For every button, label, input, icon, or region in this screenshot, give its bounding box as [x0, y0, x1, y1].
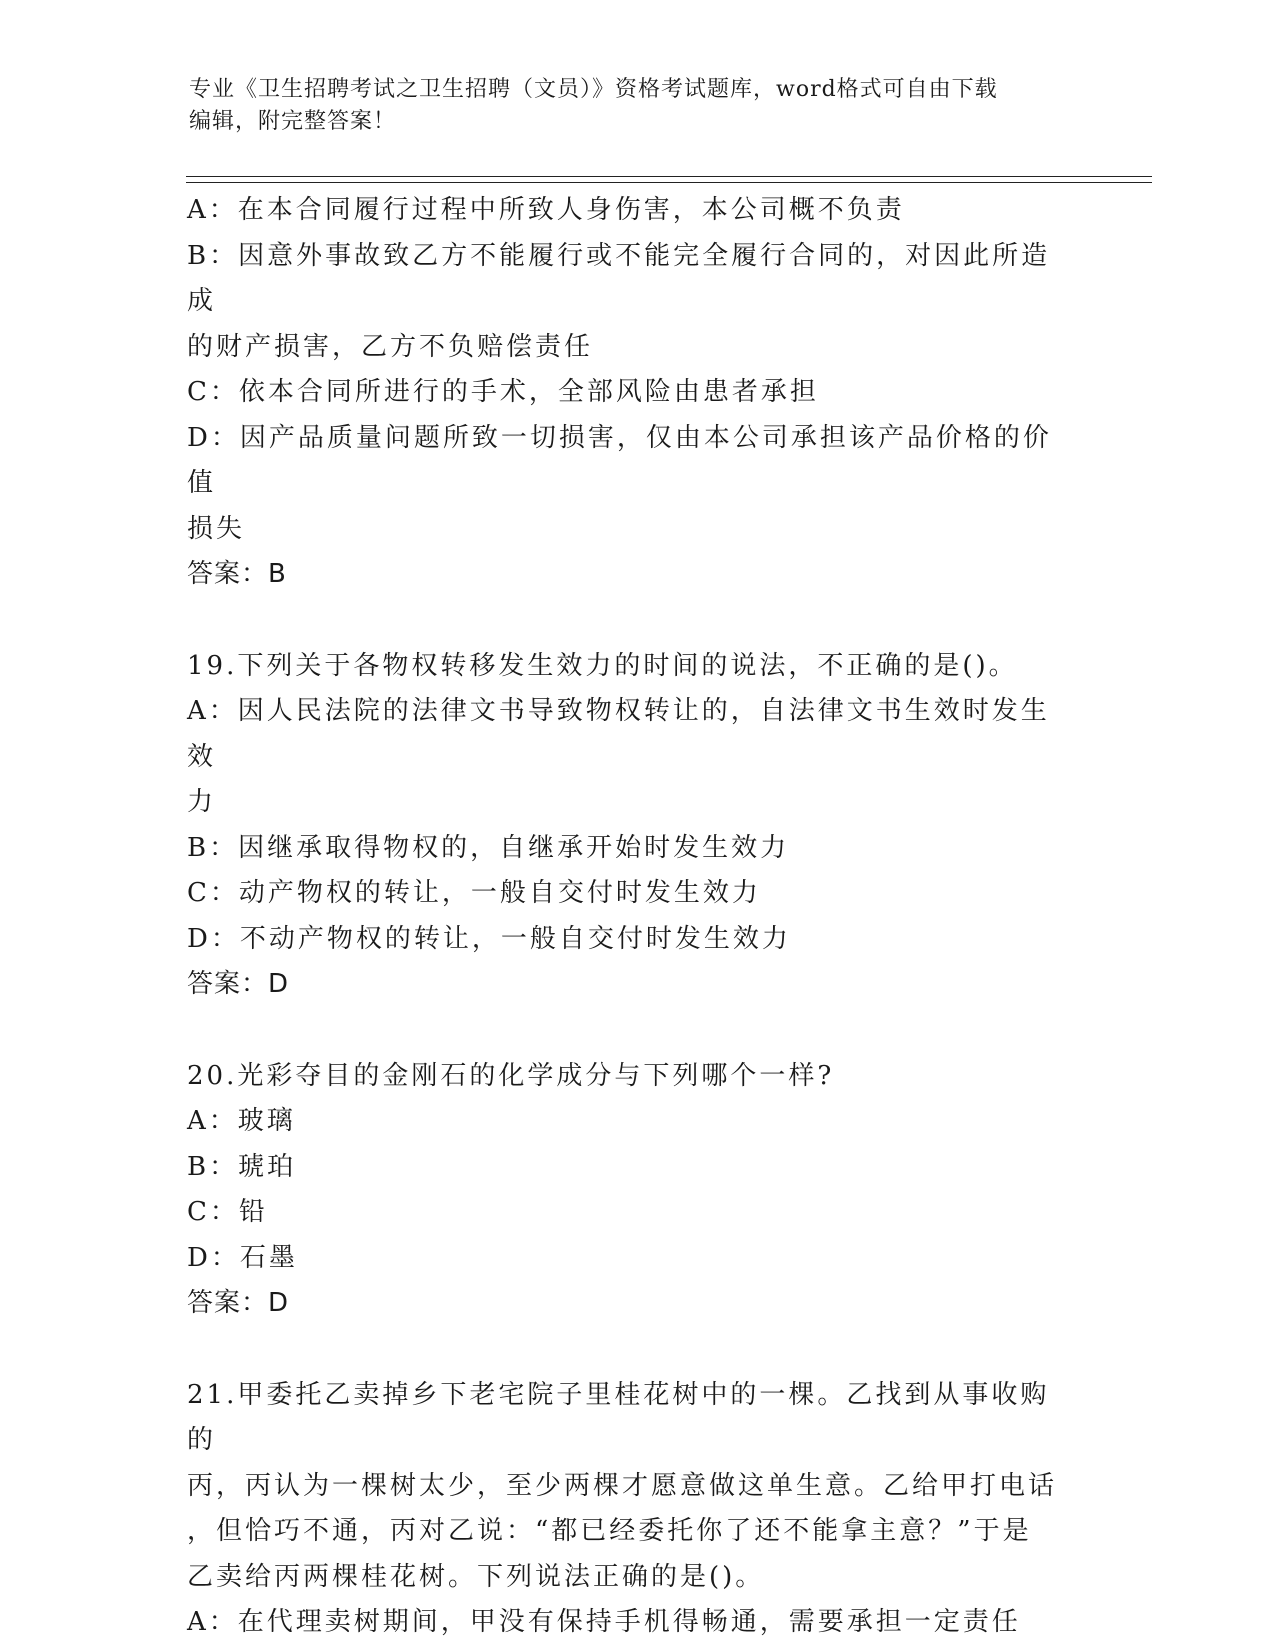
option-line: 损失 [187, 513, 246, 544]
spacer [187, 598, 1077, 644]
option-line: D：不动产物权的转让，一般自交付时发生效力 [187, 923, 791, 954]
header-divider-bottom [186, 182, 1152, 183]
option-line: C：动产物权的转让，一般自交付时发生效力 [187, 878, 761, 908]
question-text: 乙卖给丙两棵桂花树。下列说法正确的是()。 [187, 1561, 765, 1592]
question-21 [187, 1373, 1077, 1646]
question-text: ，但恰巧不通，丙对乙说：“都已经委托你了还不能拿主意？”于是 [187, 1516, 1032, 1546]
option-line: 的财产损害，乙方不负赔偿责任 [187, 331, 594, 362]
spacer [187, 1008, 1077, 1054]
question-text: 21.甲委托乙卖掉乡下老宅院子里桂花树中的一棵。乙找到从事收购的 [187, 1379, 1050, 1455]
option-line: C：铅 [187, 1197, 268, 1227]
option-line: B：因意外事故致乙方不能履行或不能完全履行合同的，对因此所造成 [187, 240, 1051, 316]
option-line: D：石墨 [187, 1242, 298, 1273]
option-line: 力 [187, 787, 217, 817]
option-line: D：因产品质量问题所致一切损害，仅由本公司承担该产品价格的价值 [187, 422, 1052, 498]
question-20 [187, 1054, 1077, 1327]
spacer [187, 1327, 1077, 1373]
question-content [187, 188, 1077, 1646]
answer-label: 答案：D [187, 1288, 290, 1318]
question-18 [187, 188, 1077, 598]
option-line: B：因继承取得物权的，自继承开始时发生效力 [187, 832, 790, 863]
question-text: 20.光彩夺目的金刚石的化学成分与下列哪个一样? [187, 1060, 835, 1091]
question-text: 丙，丙认为一棵树太少，至少两棵才愿意做这单生意。乙给甲打电话 [187, 1470, 1058, 1501]
question-19 [187, 644, 1077, 1008]
answer-label: 答案：D [187, 969, 290, 999]
header-line-2: 编辑，附完整答案！ [189, 109, 397, 134]
option-line: A：玻璃 [187, 1106, 296, 1136]
option-line: A：在代理卖树期间，甲没有保持手机得畅通，需要承担一定责任 [187, 1607, 1021, 1637]
document-header [189, 74, 1069, 138]
header-line-1: 专业《卫生招聘考试之卫生招聘（文员）》资格考试题库，word格式可自由下载 [189, 77, 998, 102]
option-line: A：在本合同履行过程中所致人身伤害，本公司概不负责 [187, 195, 905, 225]
answer-label: 答案：B [187, 559, 287, 589]
option-line: A：因人民法院的法律文书导致物权转让的，自法律文书生效时发生效 [187, 696, 1050, 772]
question-text: 19.下列关于各物权转移发生效力的时间的说法，不正确的是()。 [187, 650, 1018, 681]
option-line: B：琥珀 [187, 1151, 297, 1182]
option-line: C：依本合同所进行的手术，全部风险由患者承担 [187, 377, 819, 407]
header-divider-top [186, 176, 1152, 177]
